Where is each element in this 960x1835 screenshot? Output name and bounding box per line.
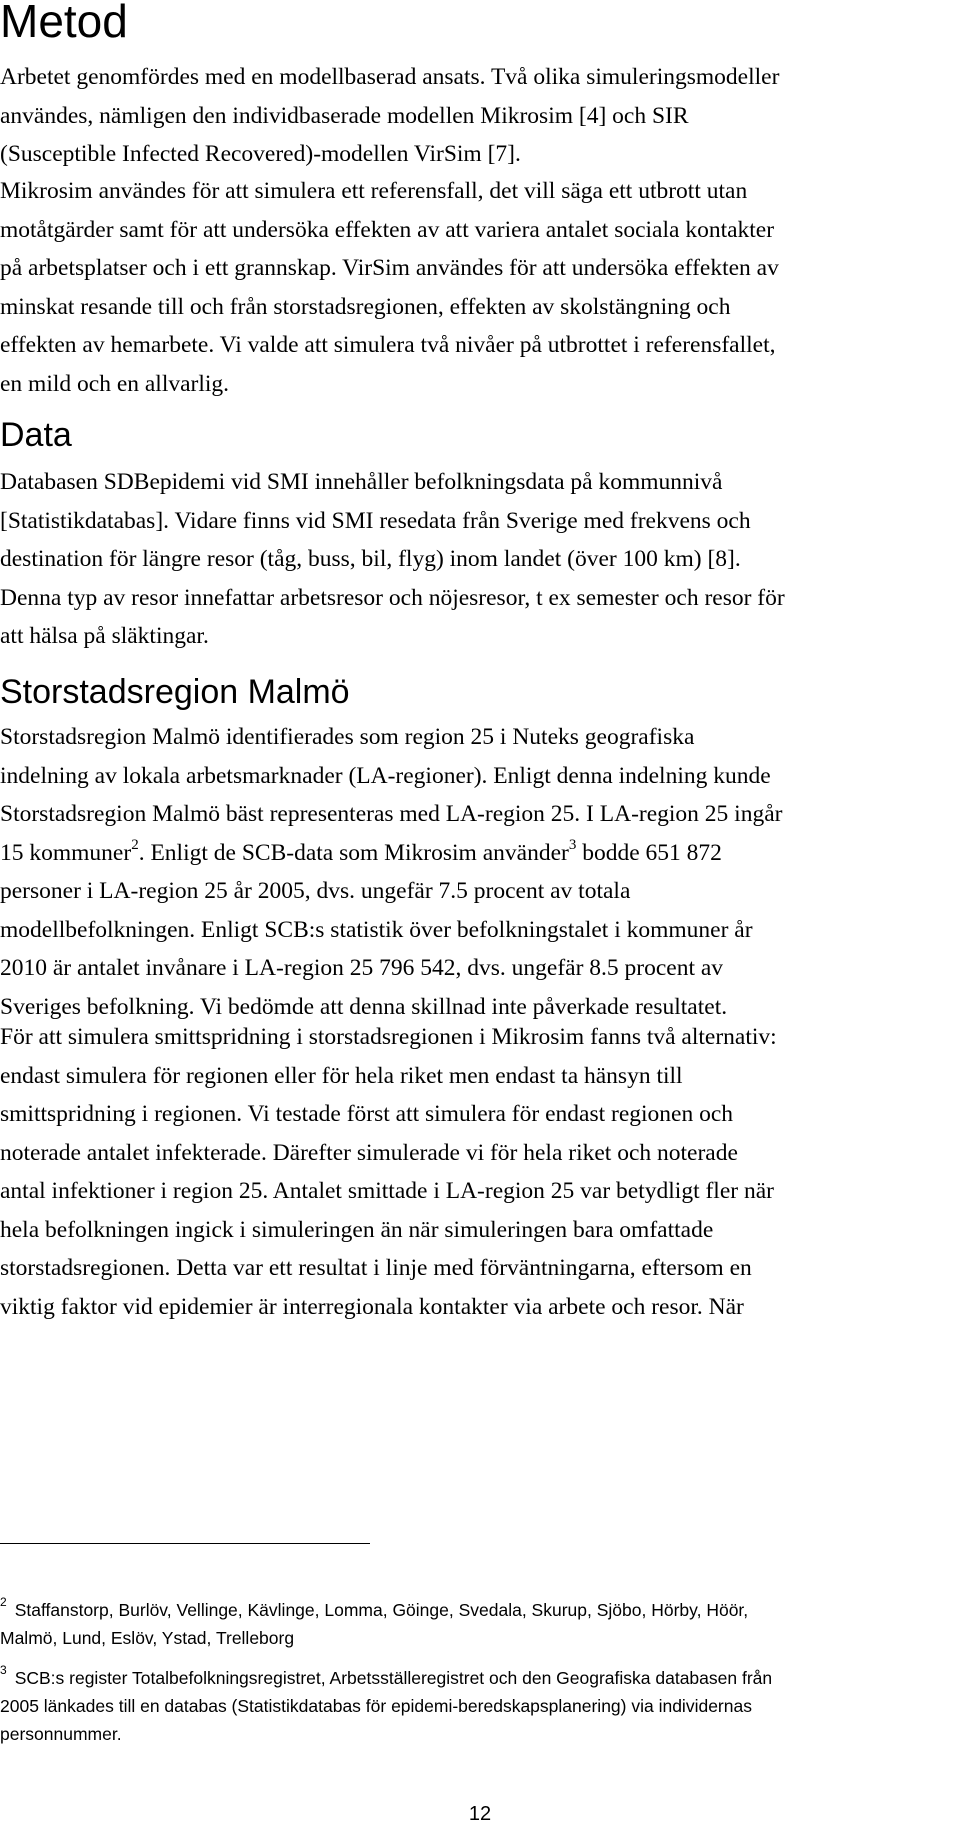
paragraph-method-intro: [0, 58, 955, 174]
footnote-3: [0, 1664, 955, 1748]
paragraph-storstadsregion: [0, 718, 955, 1026]
section-heading-metod: Metod: [0, 0, 128, 47]
text-line: antal infektioner i region 25. Antalet smittade i LA-region 25 var betydligt fler när: [0, 1178, 774, 1204]
text-line: hela befolkningen ingick i simuleringen än när simuleringen bara omfattade: [0, 1216, 714, 1243]
text-line: smittspridning i regionen. Vi testade först att simulera för endast regionen och: [0, 1101, 734, 1127]
text-line: Databasen SDBepidemi vid SMI innehåller befolkningsdata på kommunnivå: [0, 469, 723, 495]
text-line: destination för längre resor (tåg, buss, bil, flyg) inom landet (över 100 km) [8].: [0, 546, 741, 572]
text-line: på arbetsplatser och i ett grannskap. VirSim användes för att undersöka effekten av: [0, 255, 779, 281]
text-line: Storstadsregion Malmö bäst representeras med LA-region 25. I LA-region 25 ingår: [0, 801, 783, 827]
text-line: modellbefolkningen. Enligt SCB:s statistik över befolkningstalet i kommuner år: [0, 916, 753, 943]
text-line: 2005 länkades till en databas (Statistikdatabas för epidemi-beredskapsplanering) via individernas: [0, 1696, 752, 1716]
text-line: storstadsregionen. Detta var ett resultat i linje med förväntningarna, eftersom en: [0, 1255, 752, 1281]
text-line: en mild och en allvarlig.: [0, 370, 230, 397]
footnote-2: [0, 1596, 955, 1652]
text-fragment: 15 kommuner: [0, 839, 132, 866]
text-line: viktig faktor vid epidemier är interregionala kontakter via arbete och resor. När: [0, 1293, 744, 1320]
footnote-marker: 3: [0, 1663, 7, 1678]
text-line: personer i LA-region 25 år 2005, dvs. ungefär 7.5 procent av totala: [0, 878, 631, 904]
text-line: Mikrosim användes för att simulera ett referensfall, det vill säga ett utbrott utan: [0, 178, 748, 204]
text-line: Storstadsregion Malmö identifierades som region 25 i Nuteks geografiska: [0, 724, 695, 750]
text-line: [0, 1664, 955, 1692]
footnote-divider: [0, 1543, 370, 1544]
text-line: noterade antalet infekterade. Därefter simulerade vi för hela riket och noterade: [0, 1139, 738, 1166]
text-line: motåtgärder samt för att undersöka effekten av att variera antalet sociala kontakter: [0, 216, 775, 243]
text-fragment: Staffanstorp, Burlöv, Vellinge, Kävlinge, Lomma, Göinge, Svedala, Skurup, Sjöbo, Hörby, Höör,: [14, 1600, 749, 1620]
text-line: Denna typ av resor innefattar arbetsresor och nöjesresor, t ex semester och resor för: [0, 584, 785, 611]
text-line: För att simulera smittspridning i storstadsregionen i Mikrosim fanns två alternativ:: [0, 1024, 777, 1050]
text-line: att hälsa på släktingar.: [0, 623, 209, 649]
paragraph-data: [0, 463, 955, 656]
text-line: personnummer.: [0, 1724, 122, 1744]
section-heading-storstadsregion-malmo: Storstadsregion Malmö: [0, 673, 350, 711]
footnote-marker: 2: [0, 1595, 7, 1610]
text-line: [0, 834, 955, 873]
text-line: [Statistikdatabas]. Vidare finns vid SMI resedata från Sverige med frekvens och: [0, 507, 751, 534]
text-line: minskat resande till och från storstadsregionen, effekten av skolstängning och: [0, 293, 731, 320]
section-heading-data: Data: [0, 416, 72, 454]
text-line: användes, nämligen den individbaserade modellen Mikrosim [4] och SIR: [0, 102, 689, 129]
footnote-ref-3[interactable]: 3: [568, 836, 577, 853]
text-line: Arbetet genomfördes med en modellbaserad ansats. Två olika simuleringsmodeller: [0, 64, 780, 90]
footnote-ref-2[interactable]: 2: [131, 836, 139, 853]
text-line: Malmö, Lund, Eslöv, Ystad, Trelleborg: [0, 1628, 295, 1648]
text-line: endast simulera för regionen eller för hela riket men endast ta hänsyn till: [0, 1062, 683, 1089]
text-line: effekten av hemarbete. Vi valde att simulera två nivåer på utbrottet i referensfallet,: [0, 332, 776, 358]
text-fragment: bodde 651 872: [576, 839, 722, 866]
text-fragment: . Enligt de SCB-data som Mikrosim använder: [138, 839, 569, 866]
paragraph-simulation-approach: [0, 1018, 955, 1326]
paragraph-mikrosim-usage: [0, 172, 955, 403]
page-number: 12: [468, 1803, 492, 1825]
text-line: Sveriges befolkning. Vi bedömde att denna skillnad inte påverkade resultatet.: [0, 993, 728, 1020]
text-fragment: SCB:s register Totalbefolkningsregistret, Arbetsställeregistret och den Geografiska databasen från: [14, 1668, 773, 1688]
text-line: 2010 är antalet invånare i LA-region 25 796 542, dvs. ungefär 8.5 procent av: [0, 955, 724, 981]
text-line: (Susceptible Infected Recovered)-modellen VirSim [7].: [0, 141, 521, 167]
text-line: [0, 1596, 955, 1624]
text-line: indelning av lokala arbetsmarknader (LA-regioner). Enligt denna indelning kunde: [0, 762, 771, 789]
